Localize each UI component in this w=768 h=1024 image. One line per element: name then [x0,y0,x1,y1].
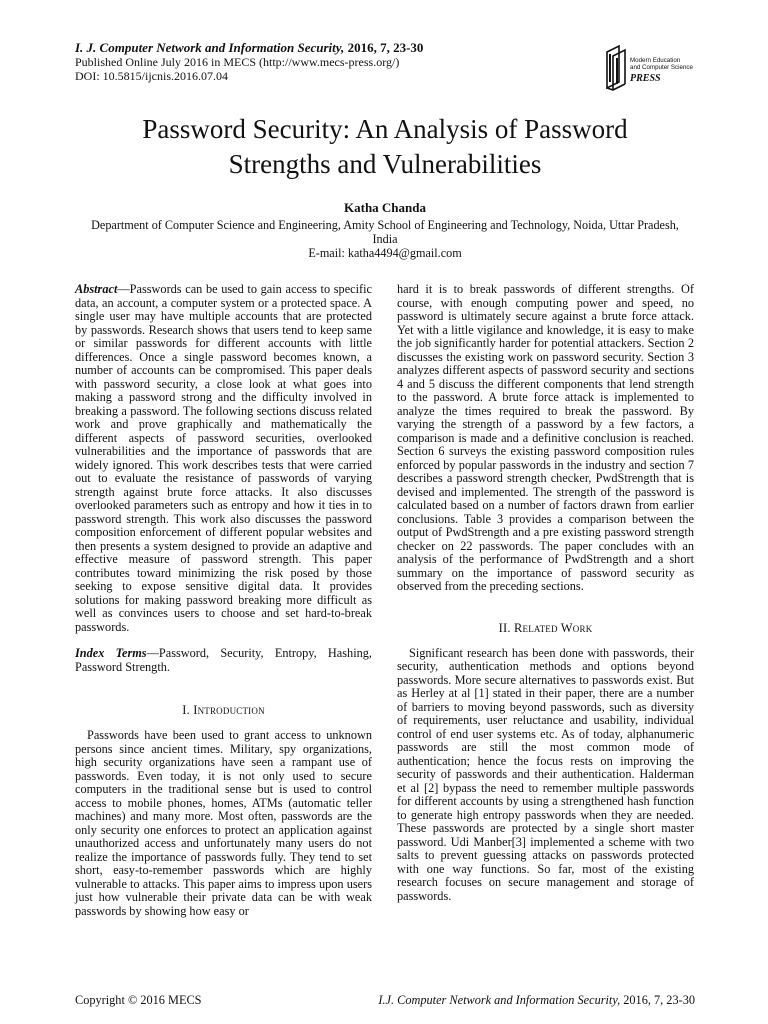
journal-citation [75,40,695,55]
abstract-label: Abstract [75,282,118,296]
logo-line2: and Computer Science [630,64,693,71]
introduction-text: Passwords have been used to grant access to unknown persons since ancient times. Military, spy organizations, high security organizations have seen a rampant use of passwords. Even today, it is not only used to secure computers in the traditional sense but is used to control access to mobile phones, homes, ATMs (automatic teller machines) and many more. Most often, passwords are the only security one enforces to protect an application against unauthorized access and unfortunately many users do not realize the importance of passwords fully. They tend to set short, easy-to-remember passwords which are highly vulnerable to attacks. This paper aims to impress upon users just how vulnerable their private data can be with weak passwords by showing how easy or [75,728,372,918]
author-block [75,200,695,260]
author-email: E-mail: katha4494@gmail.com [308,246,462,260]
right-column [397,283,694,903]
journal-header [75,40,695,83]
index-terms [75,647,372,674]
author-affiliation: Department of Computer Science and Engineering, Amity School of Engineering and Technology, Noida, Uttar Pradesh, India [91,218,679,246]
author-name: Katha Chanda [344,200,426,215]
left-column [75,283,372,918]
page-footer [75,993,695,1007]
published-line: Published Online July 2016 in MECS (http://www.mecs-press.org/) [75,55,400,69]
abstract-text: —Passwords can be used to gain access to specific data, an account, a computer system or a protected space. A single user may have multiple accounts that are protected by passwords. Research shows that users tend to keep same or similar passwords for different accounts with little differences. Once a single password becomes known, a number of accounts can be compromised. This paper deals with password security, a close look at what goes into making a password strong and the difficulty involved in breaking a password. The following sections discuss related work and prove graphically and mathematically the different aspects of password securities, overlooked vulnerabilities and the importance of passwords that are widely ignored. This work describes tests that were carried out to evaluate the resistance of passwords of varying strength against brute force attacks. It also discusses overlooked parameters such as entropy and how it ties in to password strength. This work also discusses the password composition enforcement of different popular websites and then presents a system designed to provide an adaptive and effective measure of password strength. This paper contributes toward minimizing the risk posed by those seeking to expose sensitive digital data. It provides solutions for making password breaking more difficult as well as convinces users to choose and set hard-to-break passwords. [75,282,372,634]
journal-title: I. J. Computer Network and Information Security, [75,40,345,55]
mecs-press-logo [603,38,698,94]
section-heading-introduction: I. Introduction [182,703,265,717]
footer-citation [378,993,695,1007]
index-terms-text: —Password, Security, Entropy, Hashing, Password Strength. [75,646,372,674]
related-work-text: Significant research has been done with passwords, their security, authentication methods and options beyond passwords. More secure alternatives to passwords exist. But as Herley at al [1] stated in their paper, there are a number of barriers to moving beyond passwords, such as diversity of requirements, user reluctance and usability, individual control of end user systems etc. As of today, alphanumeric passwords are still the most common mode of authentication; hence the focus rests on improving the security of passwords and their authentication. Halderman et al [2] bypass the need to remember multiple passwords for different accounts by using a strengthened hash function to generate high entropy passwords when they are needed. These passwords are protected by a single short master password. Udi Manber[3] implemented a scheme with two salts to prevent guessing attacks on passwords protected with one way functions. So far, most of the existing research focuses on secure management and storage of passwords. [397,645,694,903]
journal-issue: 2016, 7, 23-30 [344,40,424,55]
abstract [75,283,372,634]
footer-issue: 2016, 7, 23-30 [620,993,695,1007]
index-terms-label: Index Terms [75,646,147,660]
introduction-continued: hard it is to break passwords of different strengths. Of course, with enough computing power and speed, no password is ultimately secure against a brute force attack. Yet with a little vigilance and knowledge, it is easy to make the job significantly harder for potential attackers. Section 2 discusses the existing work on password security. Section 3 analyzes different aspects of password security and sections 4 and 5 discuss the different components that lend strength to the password. A brute force attack is implemented to analyze the times required to break the password. By varying the strength of a password by a few factors, a comparison is made and a definitive conclusion is reached. Section 6 surveys the existing password composition rules enforced by popular passwords in the industry and section 7 describes a password strength checker, PwdStrength that is devised and implemented. The strength of the password is calculated based on a number of factors drawn from earlier conclusions. Table 3 provides a comparison between the output of PwdStrength and a pre existing password strength checker on 22 passwords. The paper concludes with an analysis of the performance of PwdStrength and a short summary on the importance of password security as observed from the preceding sections. [397,282,694,593]
logo-line3: PRESS [630,73,661,84]
section-heading-related-work: II. Related Work [498,620,593,635]
logo-line1: Modern Education [630,57,681,64]
footer-journal: I.J. Computer Network and Information Security, [378,993,621,1007]
footer-copyright: Copyright © 2016 MECS [75,993,202,1007]
title-line-2: Strengths and Vulnerabilities [228,149,542,179]
title-line-1: Password Security: An Analysis of Password [142,114,628,144]
paper-title [75,112,695,182]
doi-line: DOI: 10.5815/ijcnis.2016.07.04 [75,69,228,83]
